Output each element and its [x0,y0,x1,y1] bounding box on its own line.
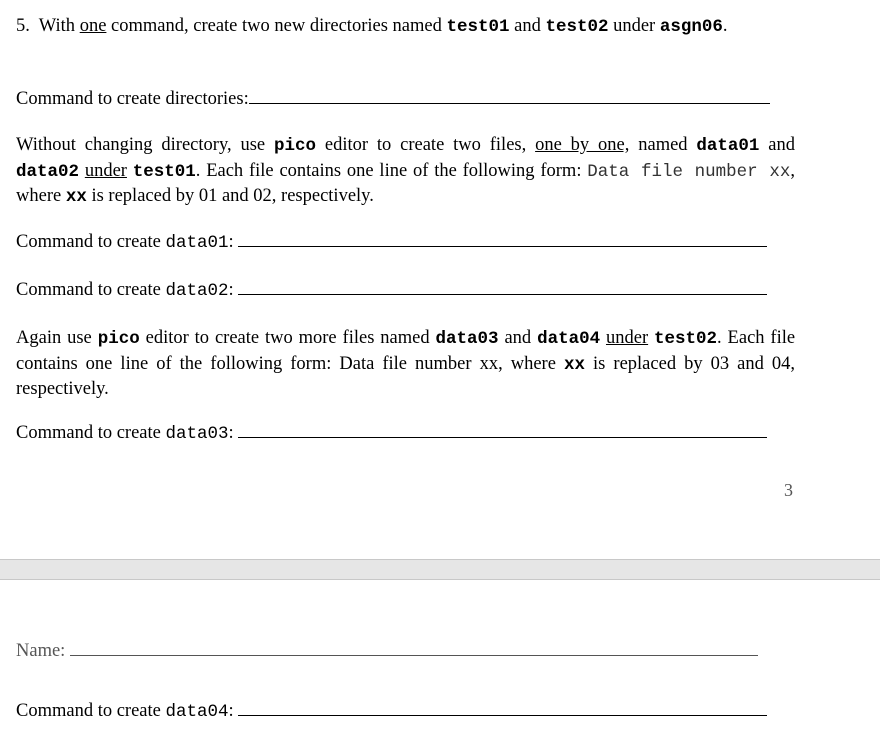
name-answer-line[interactable] [70,655,758,656]
name-label: Name: [16,641,66,661]
file-data01: data01 [696,136,760,156]
text-fragment: and [768,135,795,155]
text-fragment: is replaced by 03 and 04, respectively. [16,353,796,399]
text-fragment: command, create two new directories named [111,16,442,36]
dir-test02: test02 [545,17,609,37]
text-fragment: under [613,16,656,36]
dir-asgn06: asgn06 [659,17,723,37]
text-fragment: named [638,135,688,155]
paragraph-data01-data02 [16,133,795,210]
underlined-under: under [605,328,649,348]
dir-test01: test01 [446,17,510,37]
text-fragment: Again use [16,328,92,348]
text-fragment: is replaced by 01 and 02, respectively. [91,186,374,206]
file-data04: data04 [537,329,601,349]
file-data02: data02 [165,281,229,301]
question-number: 5. [16,16,30,36]
file-data02: data02 [16,161,80,182]
command-data01-row [16,230,795,256]
text-fragment: : [228,280,234,300]
command-directories-answer-line[interactable] [249,103,770,104]
placeholder-xx: xx [563,354,585,375]
text-fragment: and [504,328,532,348]
command-directories-row [16,87,795,112]
dir-test01: test01 [132,161,196,182]
command-data03-row [16,421,795,447]
placeholder-xx: xx [65,187,87,207]
text-fragment: Without changing directory, use [16,135,266,155]
editor-pico: pico [97,329,140,349]
command-data02-answer-line[interactable] [238,294,767,295]
text-fragment: . Each file contains one line of the following form: [195,160,582,181]
file-data01: data01 [165,233,229,253]
underlined-one-by-one: one by one, [535,135,630,155]
text-fragment: . Each file contains one line of the following form: Data file number xx, where [16,328,796,374]
form-text: Data file number xx [587,161,791,182]
page-number: 3 [784,480,793,500]
command-data01-answer-line[interactable] [238,246,767,247]
text-fragment: and [514,16,541,36]
command-data03-label: Command to create [16,423,166,443]
file-data03: data03 [435,329,499,349]
text-fragment: . [722,16,728,36]
page-break-divider [0,559,880,580]
underlined-under: under [84,160,127,181]
text-fragment: : [228,232,234,252]
text-fragment: : [228,701,234,721]
command-data04-label: Command to create [16,701,166,721]
command-data04-row [16,699,795,725]
command-data02-row [16,278,795,304]
editor-pico: pico [274,136,317,156]
underlined-one: one [79,16,107,36]
text-fragment: , where [16,160,795,206]
question-5-text [16,14,795,40]
paragraph-data03-data04 [16,326,795,402]
command-data04-answer-line[interactable] [238,715,767,716]
command-data01-label: Command to create [16,232,166,252]
dir-test02: test02 [654,329,718,349]
file-data04: data04 [165,702,229,722]
text-fragment: editor to create two files, [324,135,527,155]
text-fragment: : [228,423,234,443]
text-fragment: editor to create two more files named [145,328,430,348]
name-row [16,639,795,664]
text-fragment: With [38,16,76,36]
command-data03-answer-line[interactable] [238,437,767,438]
command-directories-label: Command to create directories: [16,89,249,109]
command-data02-label: Command to create [16,280,166,300]
file-data03: data03 [165,424,229,444]
